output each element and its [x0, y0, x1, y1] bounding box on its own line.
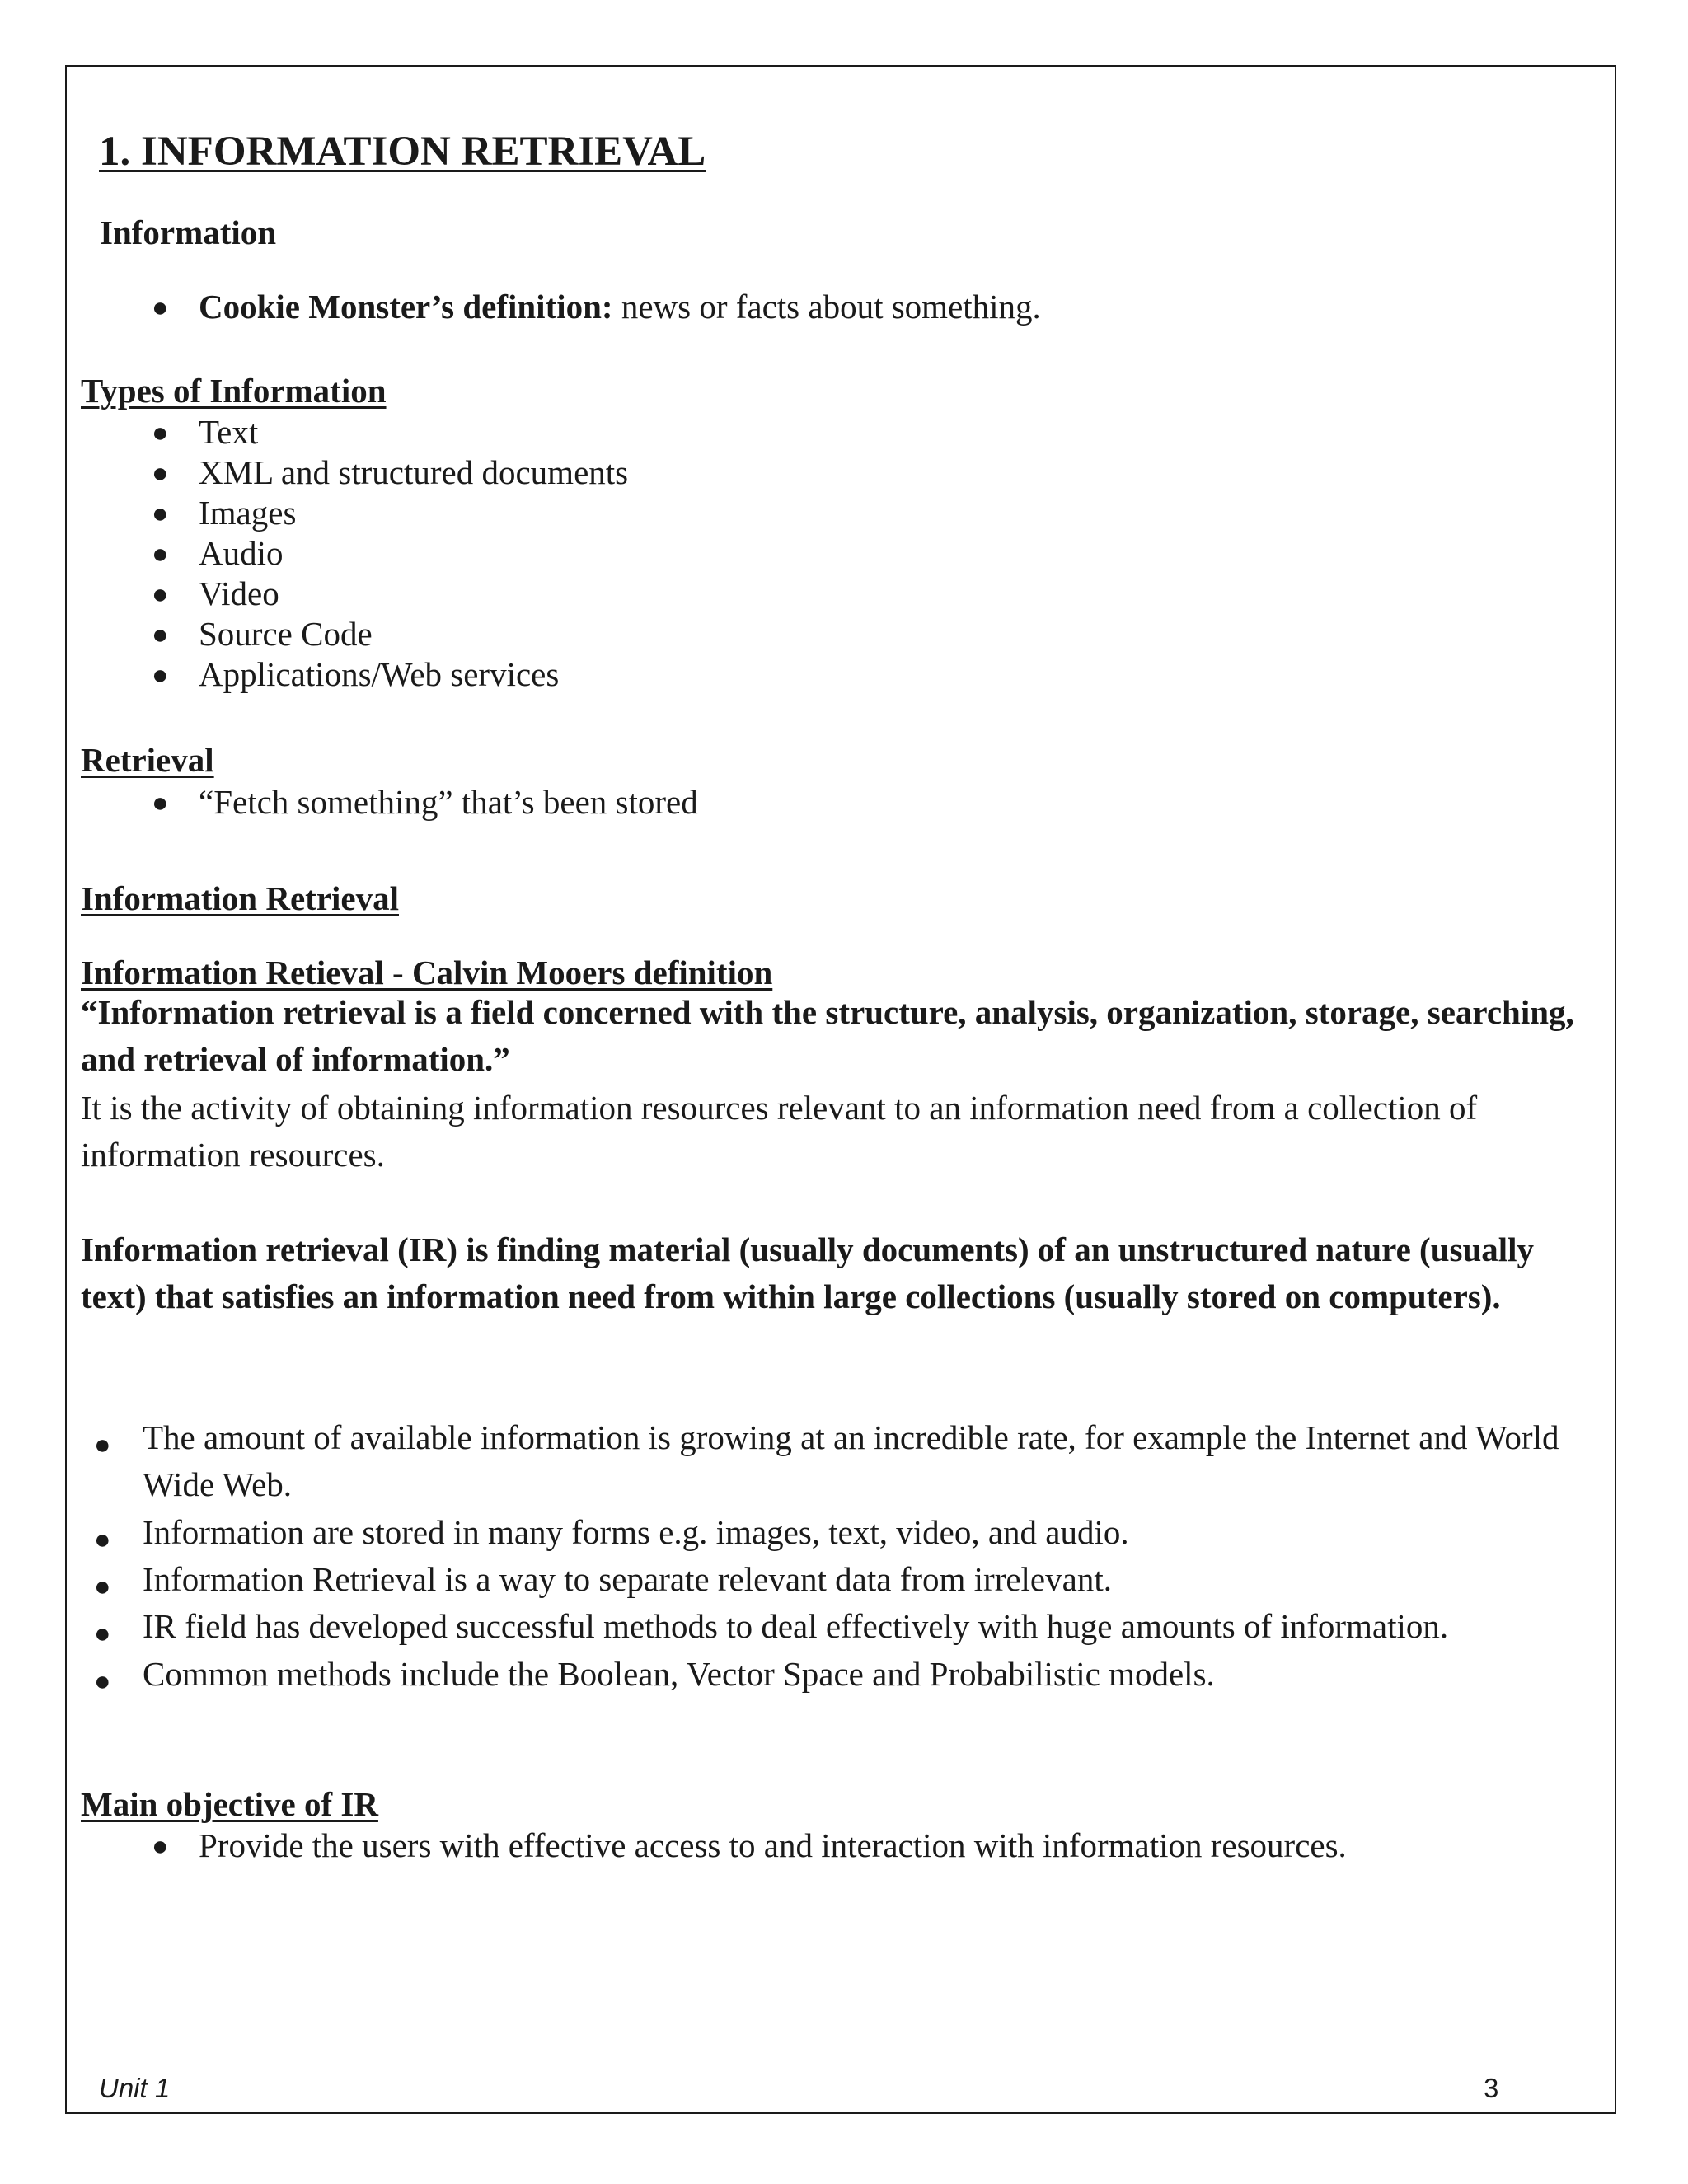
bullet-icon: ● — [152, 660, 169, 691]
bullet-icon: ● — [152, 1831, 169, 1862]
bullet-icon: ● — [94, 1525, 111, 1555]
list-item: Common methods include the Boolean, Vector Space and Probabilistic models. — [143, 1655, 1215, 1693]
list-item: Audio — [199, 534, 284, 572]
list-item: Source Code — [199, 615, 373, 653]
information-definition — [199, 287, 1041, 326]
bullet-icon: ● — [94, 1572, 111, 1602]
bullet-icon: ● — [152, 788, 169, 818]
bullet-icon: ● — [94, 1619, 111, 1649]
bullet-icon: ● — [152, 499, 169, 529]
bullet-icon: ● — [152, 293, 169, 323]
list-item: Video — [199, 574, 279, 612]
list-item: “Fetch something” that’s been stored — [199, 783, 698, 821]
mooers-heading: Information Retieval - Calvin Mooers definition — [81, 954, 773, 991]
list-item: Information Retrieval is a way to separate relevant data from irrelevant. — [143, 1560, 1112, 1598]
bullet-icon: ● — [152, 418, 169, 448]
list-item: Images — [199, 494, 297, 532]
mooers-quote: “Information retrieval is a field concerned with the structure, analysis, organization, storage, searching, and retrieval of information.” — [81, 993, 1574, 1078]
page-number: 3 — [1484, 2073, 1499, 2103]
bullet-icon: ● — [94, 1430, 111, 1460]
list-item: IR field has developed successful methods to deal effectively with huge amounts of information. — [143, 1607, 1449, 1645]
bullet-icon: ● — [152, 539, 169, 569]
bullet-icon: ● — [152, 620, 169, 650]
ir-definition: Information retrieval (IR) is finding material (usually documents) of an unstructured nature (usually text) that satisfies an information need from within large collections (usually stored on computers). — [81, 1230, 1535, 1315]
types-heading: Types of Information — [81, 372, 387, 410]
retrieval-heading: Retrieval — [81, 741, 214, 779]
footer-unit: Unit 1 — [99, 2073, 171, 2103]
bullet-icon: ● — [152, 579, 169, 610]
bullet-icon: ● — [94, 1666, 111, 1697]
list-item: XML and structured documents — [199, 453, 629, 491]
ir-heading: Information Retrieval — [81, 879, 399, 917]
page-title: 1. INFORMATION RETRIEVAL — [99, 129, 706, 175]
ir-activity-text: It is the activity of obtaining information resources relevant to an information need from a collection of information resources. — [81, 1089, 1478, 1174]
list-item: Provide the users with effective access to and interaction with information resources. — [199, 1826, 1347, 1864]
information-heading: Information — [100, 213, 277, 251]
list-item: Text — [199, 413, 259, 451]
definition-text: news or facts about something. — [612, 288, 1041, 326]
list-item: Applications/Web services — [199, 655, 560, 693]
list-item: The amount of available information is growing at an incredible rate, for example the Internet and World Wide Web. — [143, 1418, 1559, 1503]
objective-heading: Main objective of IR — [81, 1785, 378, 1823]
bullet-icon: ● — [152, 458, 169, 489]
definition-label: Cookie Monster’s definition: — [199, 288, 613, 326]
list-item: Information are stored in many forms e.g. images, text, video, and audio. — [143, 1513, 1129, 1551]
